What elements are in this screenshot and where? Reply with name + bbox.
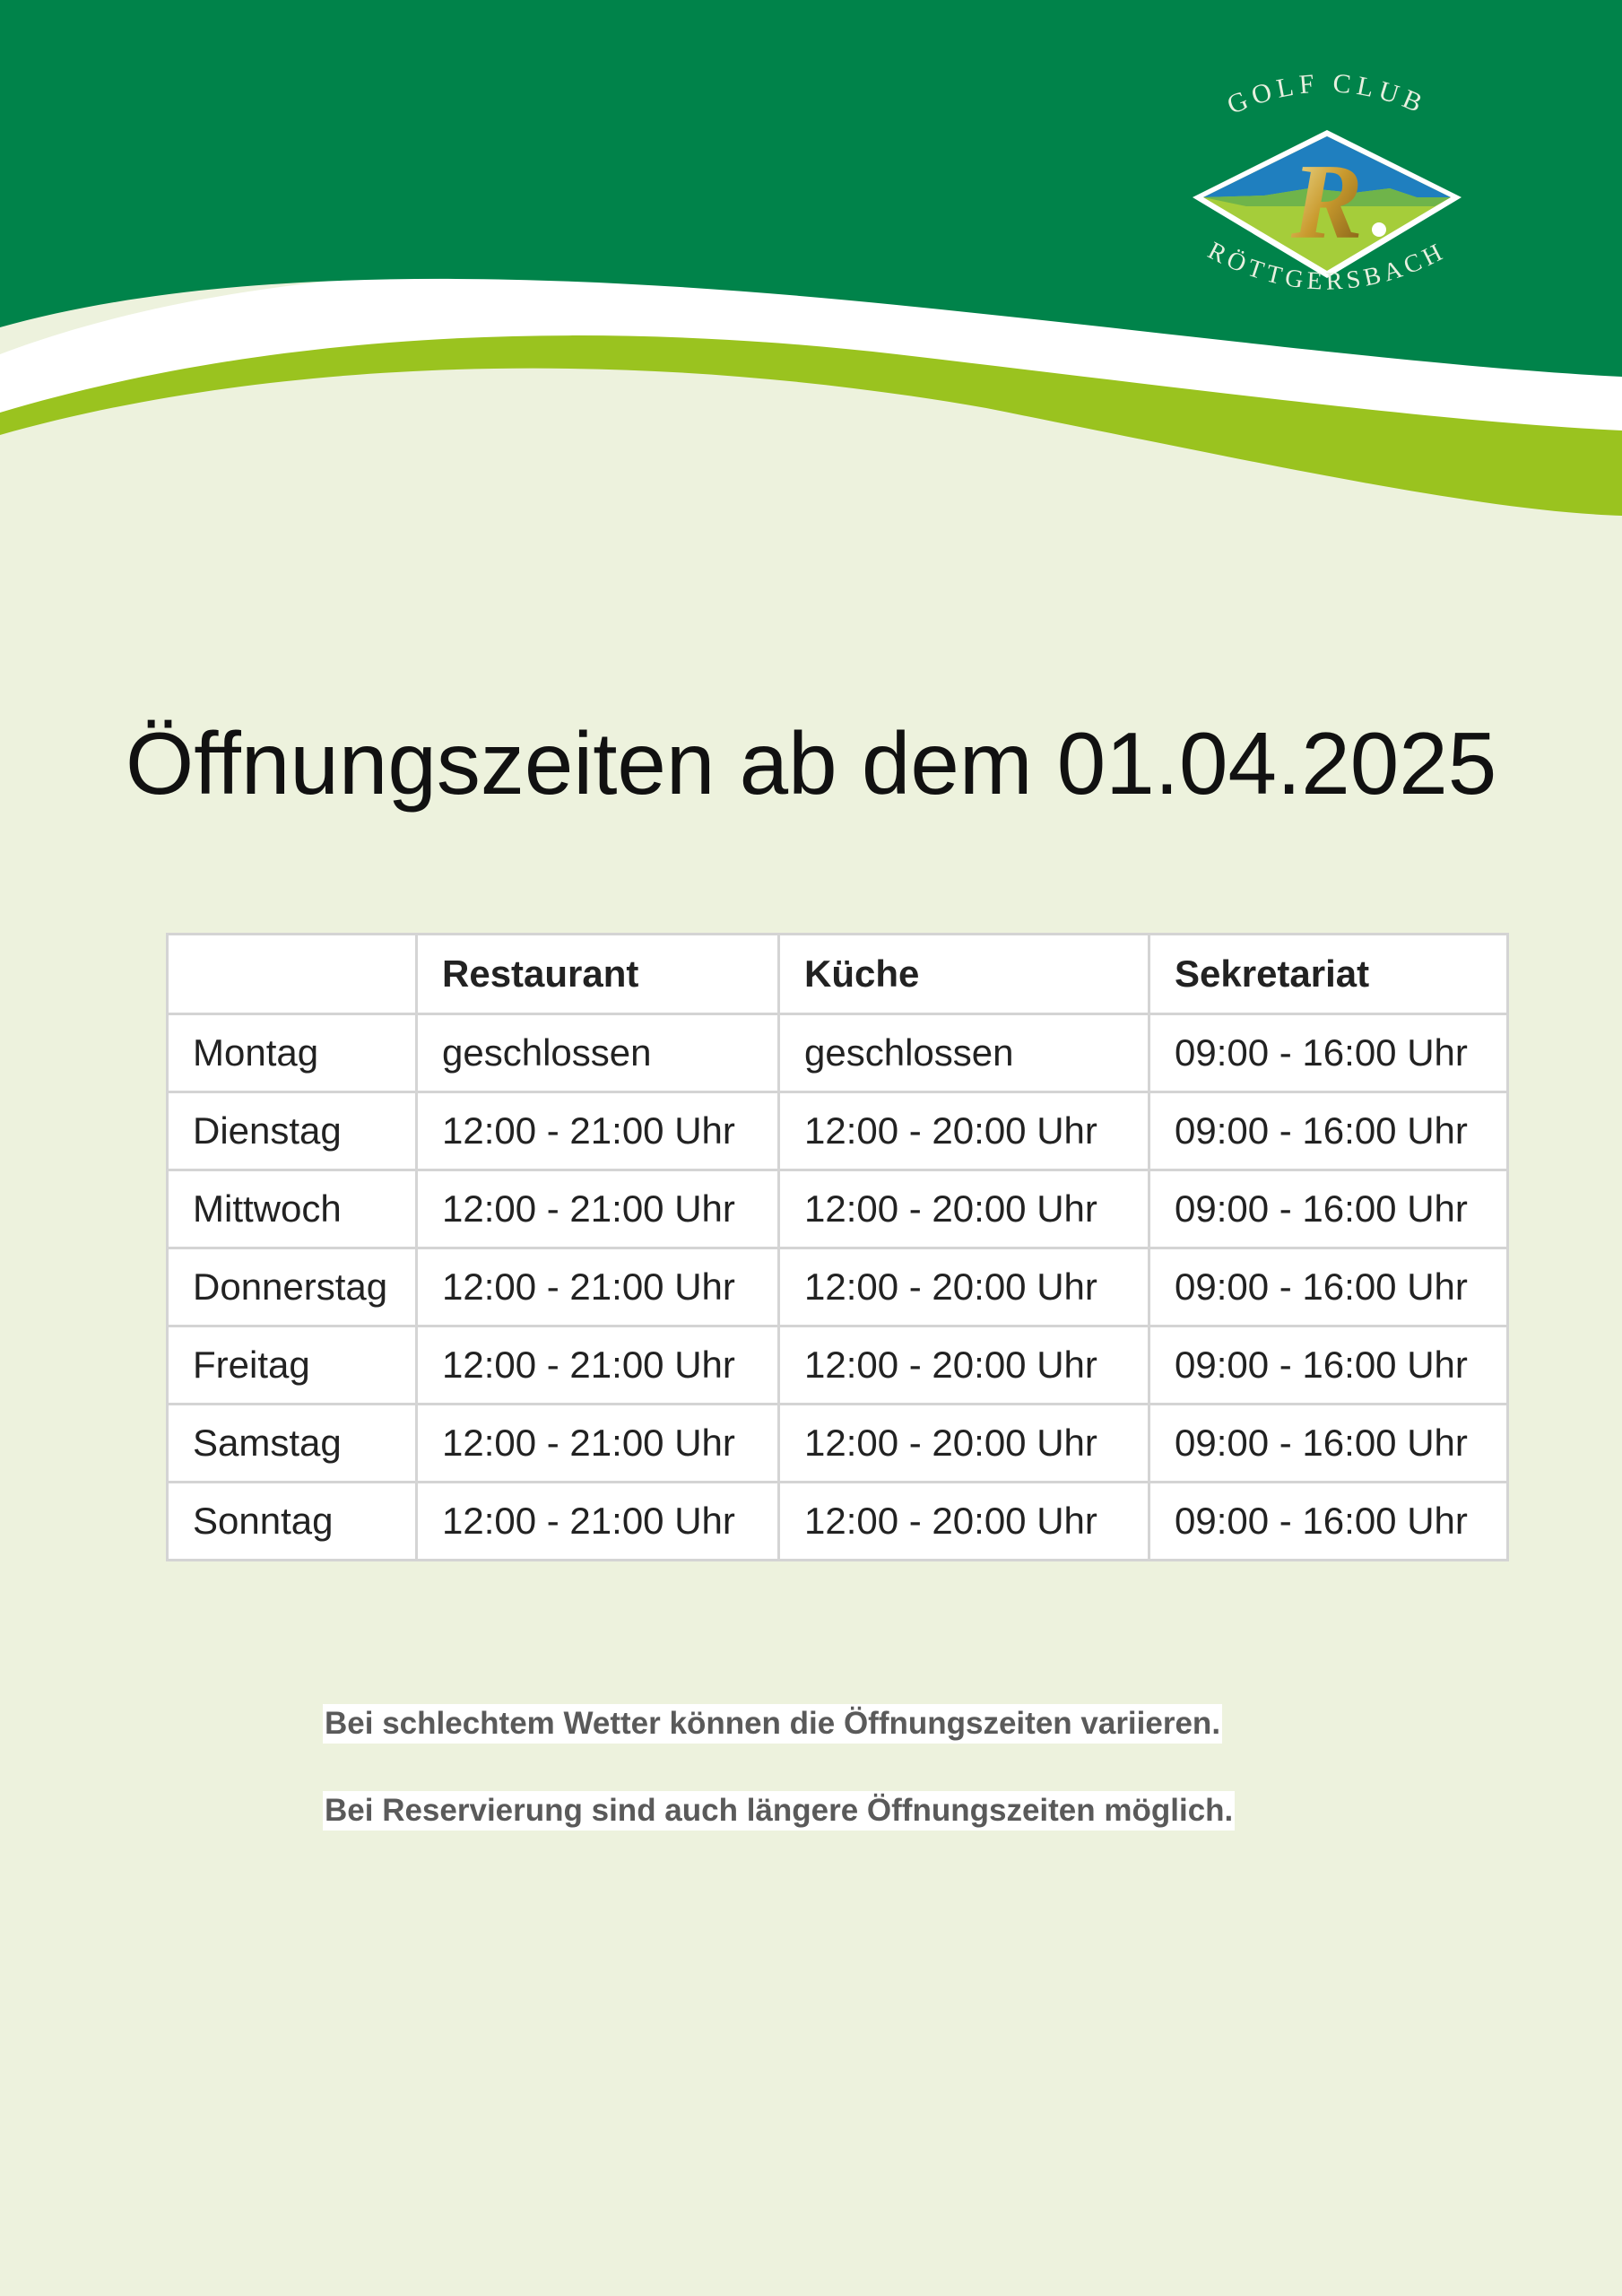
restaurant-hours-cell: 12:00 - 21:00 Uhr <box>417 1248 779 1326</box>
office-hours-cell: 09:00 - 16:00 Uhr <box>1149 1170 1508 1248</box>
table-row <box>168 1405 1508 1483</box>
office-hours-cell: 09:00 - 16:00 Uhr <box>1149 1483 1508 1561</box>
table-header-row <box>168 935 1508 1014</box>
restaurant-hours-cell: 12:00 - 21:00 Uhr <box>417 1326 779 1405</box>
day-cell: Dienstag <box>168 1092 417 1170</box>
opening-hours-table <box>166 933 1509 1561</box>
day-cell: Freitag <box>168 1326 417 1405</box>
table-row <box>168 1248 1508 1326</box>
office-hours-cell: 09:00 - 16:00 Uhr <box>1149 1405 1508 1483</box>
logo-text-top: GOLF CLUB <box>1222 68 1432 121</box>
day-cell: Mittwoch <box>168 1170 417 1248</box>
golf-club-logo <box>1175 63 1479 341</box>
table-row <box>168 1014 1508 1092</box>
kitchen-hours-cell: 12:00 - 20:00 Uhr <box>779 1092 1149 1170</box>
restaurant-hours-cell: 12:00 - 21:00 Uhr <box>417 1405 779 1483</box>
header-cell-restaurant: Restaurant <box>417 935 779 1014</box>
office-hours-cell: 09:00 - 16:00 Uhr <box>1149 1248 1508 1326</box>
kitchen-hours-cell: 12:00 - 20:00 Uhr <box>779 1483 1149 1561</box>
restaurant-hours-cell: 12:00 - 21:00 Uhr <box>417 1092 779 1170</box>
day-cell: Montag <box>168 1014 417 1092</box>
header-cell-day <box>168 935 417 1014</box>
day-cell: Samstag <box>168 1405 417 1483</box>
kitchen-hours-cell: 12:00 - 20:00 Uhr <box>779 1248 1149 1326</box>
table-row <box>168 1170 1508 1248</box>
kitchen-hours-cell: 12:00 - 20:00 Uhr <box>779 1405 1149 1483</box>
day-cell: Donnerstag <box>168 1248 417 1326</box>
restaurant-hours-cell: 12:00 - 21:00 Uhr <box>417 1483 779 1561</box>
kitchen-hours-cell: geschlossen <box>779 1014 1149 1092</box>
kitchen-hours-cell: 12:00 - 20:00 Uhr <box>779 1170 1149 1248</box>
header-cell-office: Sekretariat <box>1149 935 1508 1014</box>
restaurant-hours-cell: geschlossen <box>417 1014 779 1092</box>
table-row <box>168 1326 1508 1405</box>
office-hours-cell: 09:00 - 16:00 Uhr <box>1149 1326 1508 1405</box>
logo-monogram: R <box>1290 142 1364 261</box>
office-hours-cell: 09:00 - 16:00 Uhr <box>1149 1014 1508 1092</box>
day-cell: Sonntag <box>168 1483 417 1561</box>
kitchen-hours-cell: 12:00 - 20:00 Uhr <box>779 1326 1149 1405</box>
office-hours-cell: 09:00 - 16:00 Uhr <box>1149 1092 1508 1170</box>
page-title: Öffnungszeiten ab dem 01.04.2025 <box>126 714 1497 813</box>
table-row <box>168 1092 1508 1170</box>
table-row <box>168 1483 1508 1561</box>
reservation-note: Bei Reservierung sind auch längere Öffnungszeiten möglich. <box>323 1791 1235 1831</box>
restaurant-hours-cell: 12:00 - 21:00 Uhr <box>417 1170 779 1248</box>
weather-note: Bei schlechtem Wetter können die Öffnungszeiten variieren. <box>323 1704 1222 1744</box>
header-cell-kitchen: Küche <box>779 935 1149 1014</box>
logo-text-bottom: RÖTTGERSBACH <box>1203 236 1451 296</box>
